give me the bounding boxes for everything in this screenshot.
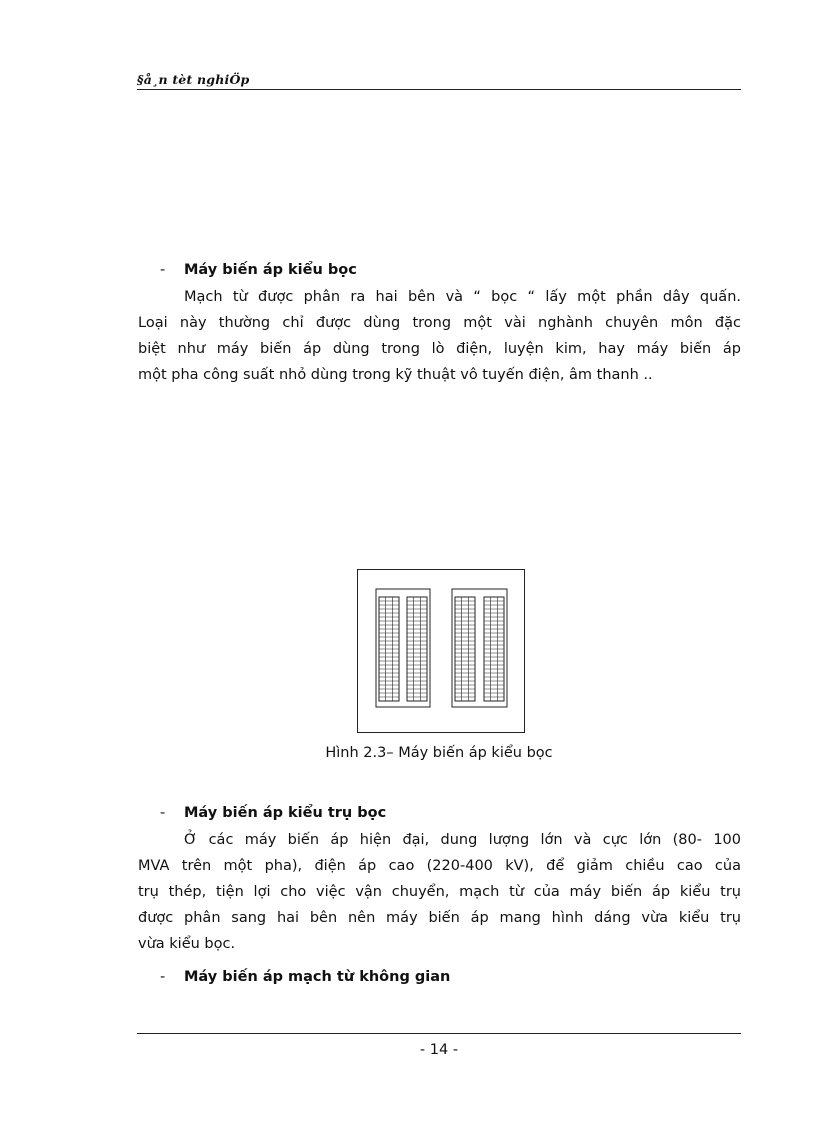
heading-text: Máy biến áp kiểu bọc bbox=[184, 262, 357, 278]
page-number: - 14 - bbox=[419, 1042, 459, 1058]
paragraph-line: một pha công suất nhỏ dùng trong kỹ thuật vô tuyến điện, âm thanh .. bbox=[138, 367, 653, 383]
paragraph-line: MVA trên một pha), điện áp cao (220-400 kV), để giảm chiều cao của bbox=[138, 858, 741, 874]
paragraph-line: được phân sang hai bên nên máy biến áp mang hình dáng vừa kiểu trụ bbox=[138, 910, 741, 926]
bullet-dash: - bbox=[160, 969, 166, 985]
section-heading-spatial-core bbox=[160, 967, 450, 987]
paragraph-line: trụ thép, tiện lợi cho việc vận chuyển, mạch từ của máy biến áp kiểu trụ bbox=[138, 884, 741, 900]
bullet-dash: - bbox=[160, 805, 166, 821]
figure-caption: Hình 2.3– Máy biến áp kiểu bọc bbox=[325, 745, 553, 761]
footer-rule bbox=[137, 1033, 741, 1034]
paragraph-line: Mạch từ được phân ra hai bên và “ bọc “ lấy một phần dây quấn. bbox=[184, 289, 741, 305]
paragraph-core-shell-type bbox=[138, 827, 741, 957]
paragraph-line: Loại này thường chỉ được dùng trong một vài nghành chuyên môn đặc bbox=[138, 315, 741, 331]
heading-text: Máy biến áp mạch từ không gian bbox=[184, 969, 451, 985]
header-text: §å¸n tèt nghiÖp bbox=[137, 72, 250, 87]
paragraph-line: biệt như máy biến áp dùng trong lò điện, luyện kim, hay máy biến áp bbox=[138, 341, 741, 357]
paragraph-line: Ở các máy biến áp hiện đại, dung lượng lớn và cực lớn (80- 100 bbox=[184, 832, 741, 848]
paragraph-shell-type bbox=[138, 284, 741, 388]
paragraph-line: vừa kiểu bọc. bbox=[138, 936, 236, 952]
bullet-dash: - bbox=[160, 262, 166, 278]
shell-type-transformer-diagram bbox=[357, 569, 525, 733]
page-header bbox=[137, 72, 741, 90]
section-heading-shell-type bbox=[160, 260, 357, 280]
section-heading-core-shell-type bbox=[160, 803, 386, 823]
heading-text: Máy biến áp kiểu trụ bọc bbox=[184, 805, 387, 821]
